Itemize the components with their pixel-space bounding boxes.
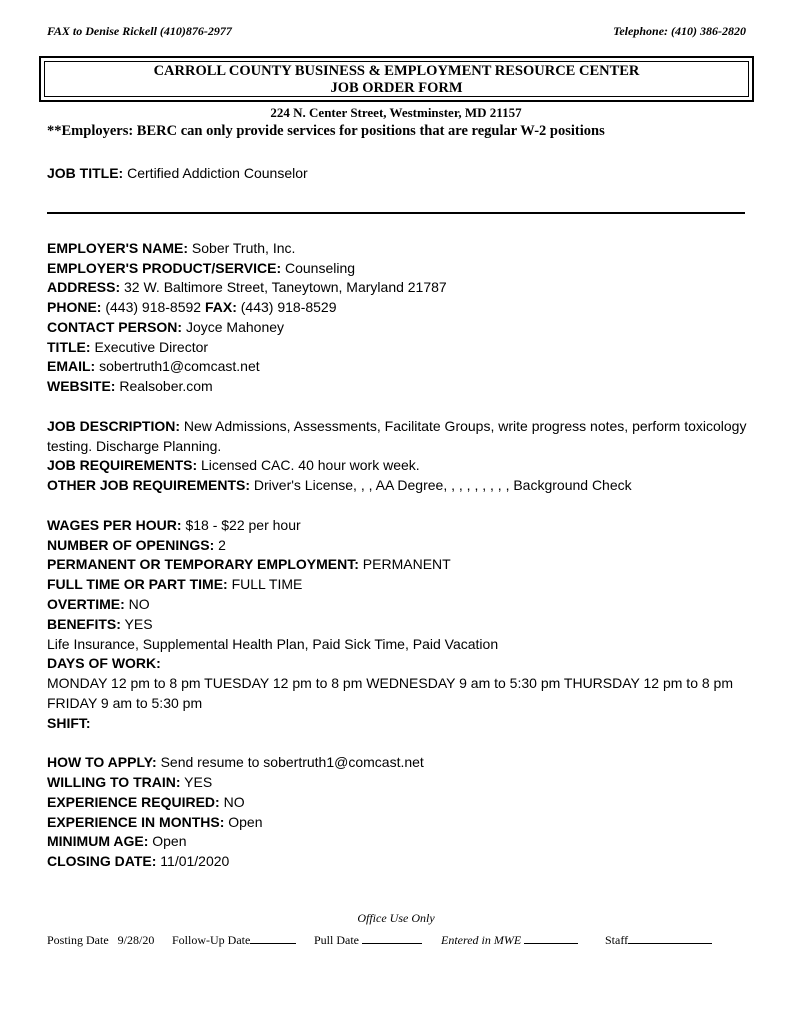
job-requirements-label: JOB REQUIREMENTS: <box>47 457 198 473</box>
job-description-row <box>47 417 747 456</box>
willing-to-train-label: WILLING TO TRAIN: <box>47 774 181 790</box>
contact-value: Joyce Mahoney <box>185 319 285 335</box>
form-org-title: CARROLL COUNTY BUSINESS & EMPLOYMENT RESOURCE CENTER <box>153 63 640 79</box>
contact-title-row <box>47 338 208 358</box>
employer-name-label: EMPLOYER'S NAME: <box>47 240 189 256</box>
employer-product-label: EMPLOYER'S PRODUCT/SERVICE: <box>47 260 282 276</box>
shift-row <box>47 714 91 734</box>
job-requirements-value: Licensed CAC. 40 hour work week. <box>201 457 420 473</box>
experience-months-value: Open <box>228 814 263 830</box>
overtime-value: NO <box>128 596 150 612</box>
email-label: EMAIL: <box>47 358 96 374</box>
closing-date-row <box>47 852 229 872</box>
entered-mwe-field <box>441 933 578 948</box>
posting-date-field <box>47 933 154 948</box>
other-requirements-label: OTHER JOB REQUIREMENTS: <box>47 477 251 493</box>
phone-row <box>47 298 337 318</box>
experience-required-label: EXPERIENCE REQUIRED: <box>47 794 220 810</box>
phone-value: (443) 918-8592 <box>105 299 202 315</box>
closing-date-value: 11/01/2020 <box>160 853 230 869</box>
permanent-row <box>47 555 451 575</box>
divider-rule <box>47 212 745 214</box>
fulltime-value: FULL TIME <box>231 576 303 592</box>
staff-field <box>605 933 712 948</box>
fulltime-row <box>47 575 302 595</box>
pull-date-blank[interactable] <box>362 933 422 944</box>
address-label: ADDRESS: <box>47 279 121 295</box>
employer-product-value: Counseling <box>285 260 356 276</box>
job-title-label: JOB TITLE: <box>47 165 124 181</box>
job-description-label: JOB DESCRIPTION: <box>47 418 181 434</box>
website-value: Realsober.com <box>119 378 213 394</box>
shift-label: SHIFT: <box>47 715 91 731</box>
willing-to-train-row <box>47 773 212 793</box>
wages-row <box>47 516 301 536</box>
benefits-label: BENEFITS: <box>47 616 121 632</box>
benefits-value: YES <box>124 616 153 632</box>
how-to-apply-row <box>47 753 424 773</box>
pull-date-label: Pull Date <box>314 933 359 947</box>
experience-required-row <box>47 793 245 813</box>
minimum-age-value: Open <box>152 833 187 849</box>
title-box <box>39 56 754 102</box>
address-row <box>47 278 447 298</box>
minimum-age-label: MINIMUM AGE: <box>47 833 149 849</box>
address-line: 224 N. Center Street, Westminster, MD 21157 <box>270 105 522 120</box>
follow-up-date-label: Follow-Up Date <box>172 933 251 947</box>
follow-up-date-field <box>172 933 296 948</box>
days-of-work-row <box>47 654 161 674</box>
permanent-value: PERMANENT <box>362 556 451 572</box>
days-of-work-label: DAYS OF WORK: <box>47 655 161 671</box>
fax-value: (443) 918-8529 <box>240 299 337 315</box>
contact-title-value: Executive Director <box>94 339 209 355</box>
openings-value: 2 <box>218 537 226 553</box>
fulltime-label: FULL TIME OR PART TIME: <box>47 576 228 592</box>
job-description-value: New Admissions, Assessments, Facilitate Groups, write progress notes, perform toxicology testing. Discharge Planning. <box>47 418 747 454</box>
contact-title-label: TITLE: <box>47 339 91 355</box>
employer-notice: **Employers: BERC can only provide services for positions that are regular W-2 positions <box>47 123 605 139</box>
experience-required-value: NO <box>223 794 245 810</box>
fax-label: FAX: <box>204 299 237 315</box>
website-row <box>47 377 213 397</box>
openings-row <box>47 536 226 556</box>
wages-label: WAGES PER HOUR: <box>47 517 182 533</box>
telephone-header: Telephone: (410) 386-2820 <box>613 24 746 38</box>
openings-label: NUMBER OF OPENINGS: <box>47 537 215 553</box>
how-to-apply-value: Send resume to sobertruth1@comcast.net <box>160 754 424 770</box>
overtime-label: OVERTIME: <box>47 596 125 612</box>
job-title-value: Certified Addiction Counselor <box>127 165 308 181</box>
employer-name-row <box>47 239 295 259</box>
staff-blank[interactable] <box>628 933 712 944</box>
overtime-row <box>47 595 150 615</box>
posting-date-label: Posting Date <box>47 933 109 947</box>
employer-name-value: Sober Truth, Inc. <box>191 240 296 256</box>
pull-date-field <box>314 933 422 948</box>
job-requirements-row <box>47 456 420 476</box>
email-row <box>47 357 260 377</box>
employer-product-row <box>47 259 355 279</box>
posting-date-value: 9/28/20 <box>117 933 155 947</box>
contact-label: CONTACT PERSON: <box>47 319 183 335</box>
website-label: WEBSITE: <box>47 378 116 394</box>
staff-label: Staff <box>605 933 629 947</box>
office-use-heading: Office Use Only <box>357 911 435 925</box>
other-requirements-value: Driver's License, , , AA Degree, , , , , , , , , Background Check <box>253 477 632 493</box>
experience-months-row <box>47 813 263 833</box>
phone-label: PHONE: <box>47 299 102 315</box>
closing-date-label: CLOSING DATE: <box>47 853 157 869</box>
benefits-list: Life Insurance, Supplemental Health Plan, Paid Sick Time, Paid Vacation <box>47 636 499 652</box>
contact-row <box>47 318 284 338</box>
job-title-row <box>47 164 308 184</box>
willing-to-train-value: YES <box>184 774 213 790</box>
other-requirements-row <box>47 476 632 496</box>
form-title: JOB ORDER FORM <box>330 80 463 96</box>
wages-value: $18 - $22 per hour <box>185 517 301 533</box>
how-to-apply-label: HOW TO APPLY: <box>47 754 157 770</box>
email-value: sobertruth1@comcast.net <box>99 358 260 374</box>
entered-mwe-label: Entered in MWE <box>441 933 522 947</box>
entered-mwe-blank[interactable] <box>524 933 578 944</box>
fax-header: FAX to Denise Rickell (410)876-2977 <box>47 24 232 38</box>
days-of-work-value: MONDAY 12 pm to 8 pm TUESDAY 12 pm to 8 pm WEDNESDAY 9 am to 5:30 pm THURSDAY 12 pm to 8 pm FRIDAY 9 am to 5:30 pm <box>47 675 733 711</box>
experience-months-label: EXPERIENCE IN MONTHS: <box>47 814 225 830</box>
follow-up-date-blank[interactable] <box>250 933 296 944</box>
benefits-row <box>47 615 153 635</box>
address-value: 32 W. Baltimore Street, Taneytown, Maryland 21787 <box>124 279 447 295</box>
permanent-label: PERMANENT OR TEMPORARY EMPLOYMENT: <box>47 556 359 572</box>
minimum-age-row <box>47 832 187 852</box>
